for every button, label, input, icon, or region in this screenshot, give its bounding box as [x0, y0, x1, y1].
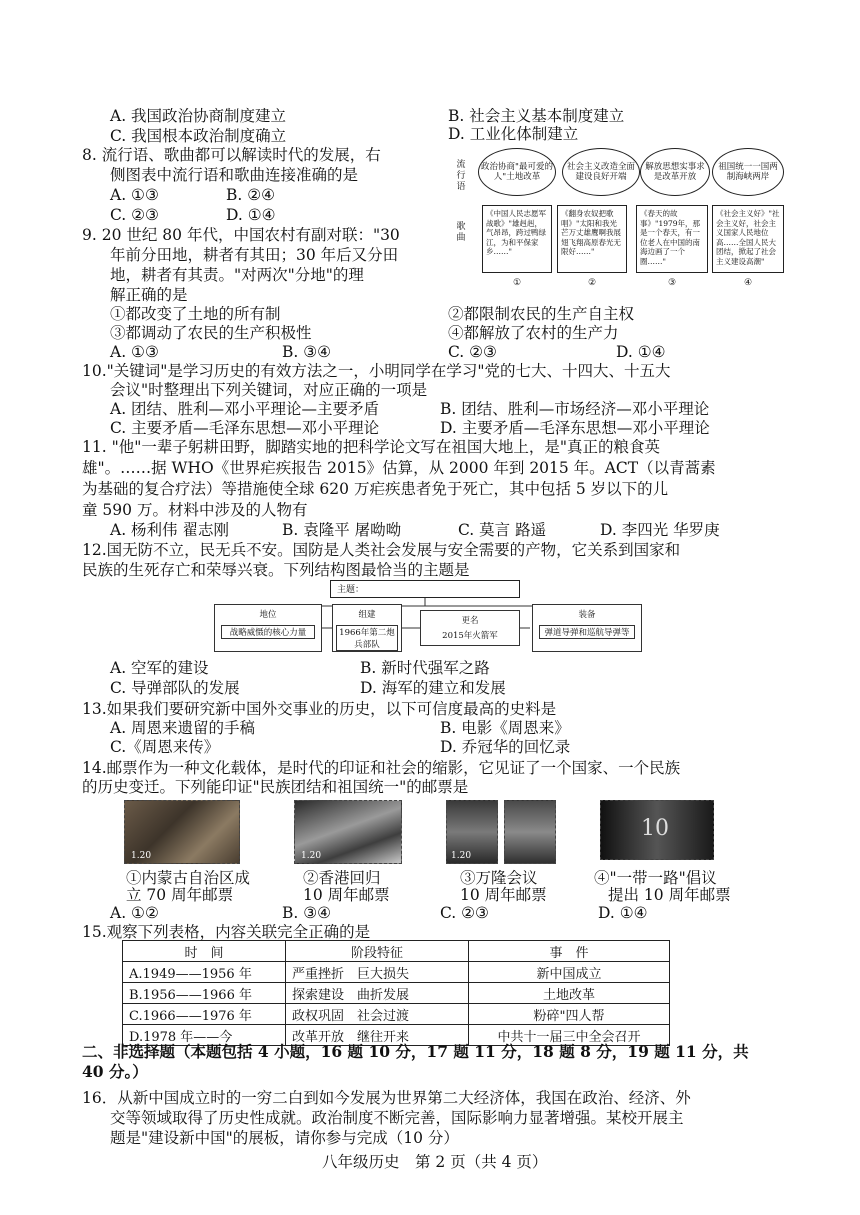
- table-row: [123, 1004, 670, 1025]
- q11-option-c: C. 莫言 路遥: [458, 521, 547, 539]
- q9-statement-3: ③都调动了农民的生产积极性: [110, 324, 312, 342]
- q11-option-d: D. 李四光 华罗庚: [600, 521, 720, 539]
- q9-option-c: C. ②③: [448, 343, 497, 361]
- stamp-3b-image: [504, 800, 556, 864]
- q12-node-1-body: 战略威慑的核心力量: [221, 625, 315, 639]
- stamp-1-caption-line1: ①内蒙古自治区成: [126, 869, 251, 887]
- q12-stem-line1: 12.国无防不立，民无兵不安。国防是人类社会发展与安全需要的产物，它关系到国家和: [82, 541, 681, 559]
- q7-option-d: D. 工业化体制建立: [448, 125, 579, 143]
- q12-option-d: D. 海军的建立和发展: [360, 679, 506, 697]
- q12-node-1-head: 地位: [259, 610, 277, 620]
- q16-stem-line2: 交等领域取得了历史性成就。政治制度不断完善，国际影响力显著增强。某校开展主: [110, 1109, 684, 1127]
- q9-stem-line3: 地，耕者有其责。"对两次"分地"的理: [110, 266, 364, 284]
- q8-song-3: 《春天的故事》"1979年，那是一个春天，有一位老人在中国的南海边画了一个圈……": [636, 205, 708, 273]
- q10-option-d: D. 主要矛盾—毛泽东思想—邓小平理论: [440, 419, 710, 437]
- q15-row-d-time: D.1978 年——今: [123, 1025, 286, 1046]
- q15-col-feature: 阶段特征: [286, 941, 469, 962]
- q7-option-b: B. 社会主义基本制度建立: [448, 107, 625, 125]
- q7-option-c: C. 我国根本政治制度确立: [110, 127, 287, 145]
- q13-option-a: A. 周恩来遗留的手稿: [110, 719, 256, 737]
- q12-theme-label: 主题：: [337, 585, 365, 595]
- q11-stem-line3: 为基础的复合疗法）等措施使全球 620 万疟疾患者免于死亡，其中包括 5 岁以下的儿: [82, 480, 669, 498]
- q12-node-3-head: 更名: [461, 616, 479, 626]
- q10-option-a: A. 团结、胜利—邓小平理论—主要矛盾: [110, 400, 380, 418]
- stamp-2-image: [294, 800, 402, 864]
- q8-song-4: 《社会主义好》"社会主义好，社会主义国家人民地位高……全国人民大团结，掀起了社会主义建设高潮": [712, 205, 784, 273]
- q15-row-d-event: 中共十一届三中全会召开: [469, 1025, 670, 1046]
- q13-option-b: B. 电影《周恩来》: [440, 719, 570, 737]
- stamp-1-value: 1.20: [131, 851, 152, 861]
- q16-stem-line3: 题是"建设新中国"的展板，请你参与完成（10 分）: [110, 1129, 459, 1147]
- q8-stem-line2: 侧图表中流行语和歌曲连接准确的是: [110, 166, 359, 184]
- q14-option-c: C. ②③: [440, 904, 489, 922]
- q14-stem-line2: 的历史变迁。下列能印证"民族团结和祖国统一"的邮票是: [82, 778, 469, 796]
- stamp-4-image: [600, 800, 714, 860]
- q15-stem: 15.观察下列表格，内容关联完全正确的是: [82, 923, 371, 941]
- q15-row-b-feature: 探索建设 曲折发展: [286, 983, 469, 1004]
- q8-song-1: 《中国人民志愿军战歌》"雄赳赳，气昂昂，跨过鸭绿江，为和平保家乡……": [482, 205, 552, 273]
- q10-option-b: B. 团结、胜利—市场经济—邓小平理论: [440, 400, 710, 418]
- q11-option-b: B. 袁隆平 屠呦呦: [282, 521, 402, 539]
- q9-option-a: A. ①③: [110, 343, 159, 361]
- q12-stem-line2: 民族的生死存亡和荣辱兴衰。下列结构图最恰当的主题是: [82, 561, 470, 579]
- q7-option-a: A. 我国政治协商制度建立: [110, 107, 287, 125]
- q8-option-a: A. ①③: [110, 186, 159, 204]
- stamp-4-caption-line2: 提出 10 周年邮票: [608, 886, 731, 904]
- q12-node-position: [214, 604, 322, 652]
- q12-option-c: C. 导弹部队的发展: [110, 679, 240, 697]
- q9-statement-2: ②都限制农民的生产自主权: [448, 305, 635, 323]
- q8-slogan-2: 社会主义改造全面建设良好开端: [562, 148, 640, 196]
- stamp-1-image: [124, 800, 240, 864]
- q14-option-d: D. ①④: [598, 904, 648, 922]
- q9-option-b: B. ③④: [282, 343, 332, 361]
- stamp-4-caption-line1: ④"一带一路"倡议: [594, 869, 717, 887]
- q15-table: [122, 940, 670, 1046]
- q14-stem-line1: 14.邮票作为一种文化载体，是时代的印证和社会的缩影，它见证了一个国家、一个民族: [82, 759, 681, 777]
- q12-node-rename: [420, 610, 520, 646]
- q8-slogan-1: 政治协商"最可爱的人"土地改革: [478, 148, 556, 196]
- q8-option-d: D. ①④: [226, 206, 276, 224]
- q12-node-equipment: [532, 604, 642, 652]
- q14-option-b: B. ③④: [282, 904, 332, 922]
- q8-option-b: B. ②④: [226, 186, 276, 204]
- q9-option-d: D. ①④: [616, 343, 666, 361]
- q15-row-b-time: B.1956——1966 年: [123, 983, 286, 1004]
- q15-col-event: 事 件: [469, 941, 670, 962]
- stamp-2-value: 1.20: [301, 851, 322, 861]
- q15-row-a-feature: 严重挫折 巨大损失: [286, 962, 469, 983]
- q8-figure-num-4: ④: [744, 278, 753, 288]
- q15-row-a-time: A.1949——1956 年: [123, 962, 286, 983]
- q13-option-d: D. 乔冠华的回忆录: [440, 738, 571, 756]
- q12-node-formation: [332, 604, 402, 652]
- q8-slogan-4: 祖国统一一国两制海峡两岸: [712, 148, 784, 196]
- stamp-4-value: 10: [641, 816, 669, 841]
- stamp-3-value: 1.20: [451, 851, 472, 861]
- q15-table-header-row: [123, 941, 670, 962]
- stamp-3a-image: [446, 800, 498, 864]
- q8-figure-num-3: ③: [668, 278, 677, 288]
- table-row: [123, 983, 670, 1004]
- stamp-2-caption-line2: 10 周年邮票: [303, 886, 390, 904]
- stamp-1-caption-line2: 立 70 周年邮票: [126, 886, 234, 904]
- q13-option-c: C.《周恩来传》: [110, 738, 220, 756]
- q12-option-b: B. 新时代强军之路: [360, 659, 490, 677]
- q10-stem-line1: 10."关键词"是学习历史的有效方法之一，小明同学在学习"党的七大、十四大、十五大: [82, 362, 671, 380]
- q12-node-3-body: 2015年火箭军: [442, 631, 498, 641]
- q15-row-d-feature: 改革开放 继往开来: [286, 1025, 469, 1046]
- q12-node-2-body: 1966年第二炮兵部队: [336, 625, 398, 651]
- q15-row-c-feature: 政权巩固 社会过渡: [286, 1004, 469, 1025]
- q8-slogan-3: 解放思想实事求是改革开放: [640, 148, 710, 196]
- q15-col-time: 时 间: [123, 941, 286, 962]
- q16-stem-line1: 16．从新中国成立时的一穷二白到如今发展为世界第二大经济体，我国在政治、经济、外: [82, 1089, 691, 1107]
- stamp-3-caption-line1: ③万隆会议: [460, 869, 538, 887]
- q9-stem-line1: 9. 20 世纪 80 年代，中国农村有副对联："30: [82, 226, 400, 244]
- q8-row-label-songs: 歌曲: [456, 222, 466, 243]
- q8-stem-line1: 8. 流行语、歌曲都可以解读时代的发展，右: [82, 146, 381, 164]
- section-2-heading-line2: 40 分。）: [82, 1062, 148, 1081]
- q9-statement-4: ④都解放了农村的生产力: [448, 324, 619, 342]
- q9-stem-line2: 年前分田地，耕者有其田；30 年后又分田: [110, 246, 399, 264]
- q11-stem-line1: 11. "他"一辈子躬耕田野，脚踏实地的把科学论文写在祖国大地上，是"真正的粮食英: [82, 438, 660, 456]
- q8-option-c: C. ②③: [110, 206, 159, 224]
- q13-stem: 13.如果我们要研究新中国外交事业的历史，以下可信度最高的史料是: [82, 700, 557, 718]
- q9-stem-line4: 解正确的是: [110, 286, 188, 304]
- q12-node-2-head: 组建: [358, 610, 376, 620]
- stamp-3-caption-line2: 10 周年邮票: [460, 886, 547, 904]
- q8-row-label-slogans: 流行语: [456, 160, 466, 192]
- q11-stem-line2: 雄"。……据 WHO《世界疟疾报告 2015》估算，从 2000 年到 2015 年。ACT（以青蒿素: [82, 459, 716, 477]
- page-footer: 八年级历史 第 2 页（共 4 页）: [322, 1153, 548, 1171]
- q8-song-2: 《翻身农奴把歌唱》"太阳和我光芒万丈雄鹰啊我展翅飞翔高原春光无限好……": [557, 205, 627, 273]
- q14-option-a: A. ①②: [110, 904, 159, 922]
- q9-statement-1: ①都改变了土地的所有制: [110, 305, 281, 323]
- q15-row-c-event: 粉碎"四人帮: [469, 1004, 670, 1025]
- q10-option-c: C. 主要矛盾—毛泽东思想—邓小平理论: [110, 419, 380, 437]
- q12-node-4-head: 装备: [578, 610, 596, 620]
- q15-row-c-time: C.1966——1976 年: [123, 1004, 286, 1025]
- q11-stem-line4: 童 590 万。材料中涉及的人物有: [82, 501, 308, 519]
- q15-row-b-event: 土地改革: [469, 983, 670, 1004]
- q12-option-a: A. 空军的建设: [110, 659, 209, 677]
- q12-node-4-body: 弹道导弹和巡航导弹等: [539, 625, 635, 639]
- q8-figure-num-2: ②: [588, 278, 597, 288]
- q15-row-a-event: 新中国成立: [469, 962, 670, 983]
- section-2-heading-line1: 二、非选择题（本题包括 4 小题，16 题 10 分，17 题 11 分，18 题 8 分，19 题 11 分，共: [82, 1042, 749, 1061]
- q11-option-a: A. 杨利伟 翟志刚: [110, 521, 229, 539]
- q8-figure-num-1: ①: [513, 278, 522, 288]
- stamp-2-caption-line1: ②香港回归: [303, 869, 381, 887]
- q10-stem-line2: 会议"时整理出下列关键词，对应正确的一项是: [110, 381, 428, 399]
- table-row: [123, 962, 670, 983]
